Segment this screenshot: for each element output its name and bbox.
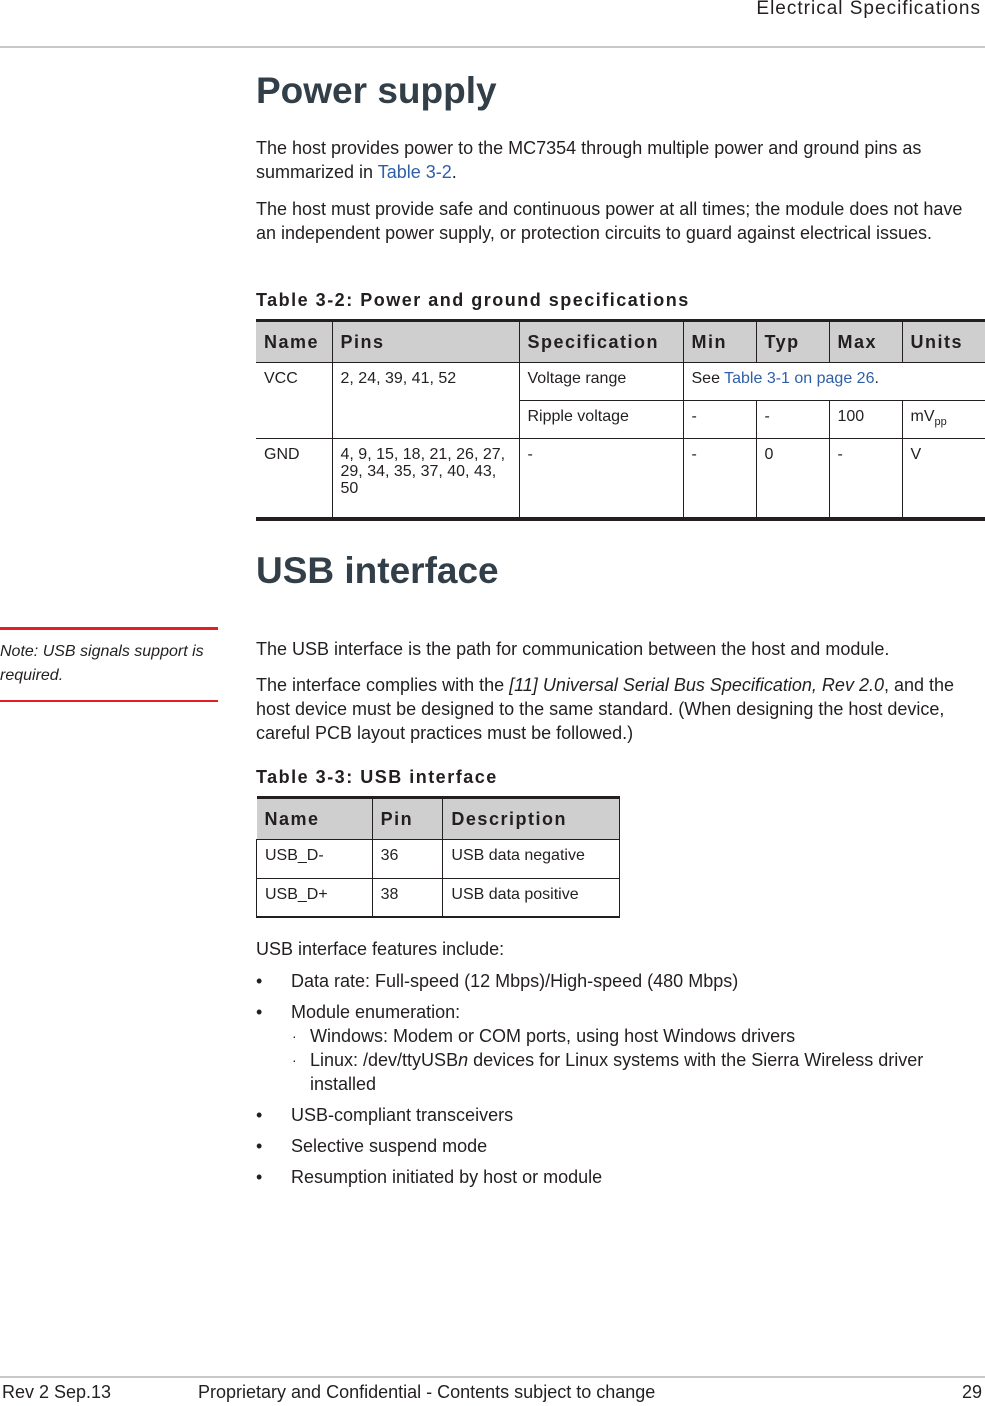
usb-spec-reference: [11] Universal Serial Bus Specification, Rev 2.0 [509,675,884,695]
table-3-3-caption: Table 3-3: USB interface [256,767,498,787]
table-3-2-caption: Table 3-2: Power and ground specifications [256,290,690,310]
sub-list-item [256,1048,980,1096]
table-header-row [256,321,985,363]
list-item [256,1165,980,1189]
column-header-description: Description [443,798,620,840]
bullet-icon: • [256,971,263,991]
cell-usb-description: USB data negative [443,840,620,879]
list-item-text: USB-compliant transceivers [291,1105,514,1125]
cell-gnd-spec: - [519,439,683,519]
list-item-text: Selective suspend mode [291,1136,488,1156]
table-3-1-link[interactable]: Table 3-1 on page 26 [724,370,875,387]
column-header-typ: Typ [756,321,829,363]
usb-paragraph-2 [256,673,980,745]
see-text: See [691,370,725,387]
cell-vcc-ripple-min: - [683,401,756,439]
cell-usb-description: USB data positive [443,879,620,917]
cell-vcc-spec-voltage: Voltage range [519,363,683,401]
header-divider [0,46,985,48]
cell-vcc-spec-ripple: Ripple voltage [519,401,683,439]
sub-bullet-icon: · [292,1052,297,1068]
section-heading-power-supply: Power supply [256,70,497,111]
units-text: mV [910,408,935,425]
column-header-max: Max [829,321,902,363]
usb-features-intro: USB interface features include: [256,939,505,959]
column-header-specification: Specification [519,321,683,363]
cell-vcc-name: VCC [256,363,332,439]
see-end: . [874,370,879,387]
units-subscript: pp [934,416,947,429]
usb-features-list [256,969,980,1189]
side-note-text: Note: USB signals support is required. [0,643,204,684]
list-item-text: Module enumeration: [291,1002,461,1022]
sub-list-item-text: Linux: /dev/ttyUSB [310,1050,459,1070]
side-note [0,627,218,702]
cell-usb-name: USB_D- [257,840,373,879]
cell-usb-pin: 36 [372,840,443,879]
table-row [257,840,620,879]
cell-vcc-pins: 2, 24, 39, 41, 52 [332,363,519,439]
bullet-icon: • [256,1002,263,1022]
power-p1-end: . [451,162,457,182]
column-header-name: Name [256,321,332,363]
power-p1-text: The host provides power to the MC7354 through multiple power and ground pins as summarized in [256,138,922,182]
bullet-icon: • [256,1105,263,1125]
table-3-2-link[interactable]: Table 3-2 [377,162,452,182]
sub-bullet-icon: · [292,1028,297,1044]
sub-list-item-text-end: devices for Linux systems with the Sierra Wireless driver installed [310,1050,924,1094]
cell-gnd-typ: 0 [756,439,829,519]
column-header-pin: Pin [372,798,443,840]
table-row-vcc-voltage [256,363,985,401]
cell-vcc-ripple-max: 100 [829,401,902,439]
page-number: 29 [961,1382,982,1402]
table-row [257,879,620,917]
cell-gnd-name: GND [256,439,332,519]
list-item [256,1134,980,1158]
section-heading-usb-interface: USB interface [256,550,499,591]
cell-gnd-pins: 4, 9, 15, 18, 21, 26, 27, 29, 34, 35, 37, 40, 43, 50 [332,439,519,519]
list-item [256,1103,980,1127]
table-row-gnd [256,439,985,519]
cell-gnd-max: - [829,439,902,519]
cell-vcc-ripple-units [902,401,985,439]
column-header-pins: Pins [332,321,519,363]
sub-list-item-italic: n [458,1050,469,1070]
power-paragraph-1 [256,136,980,184]
usb-p2-text: The interface complies with the [256,675,510,695]
cell-gnd-min: - [683,439,756,519]
list-item-text: Data rate: Full-speed (12 Mbps)/High-speed (480 Mbps) [291,971,739,991]
sub-list-item-text: Windows: Modem or COM ports, using host Windows drivers [310,1026,796,1046]
column-header-name: Name [257,798,373,840]
running-header: Electrical Specifications [756,0,981,19]
table-header-row [257,798,620,840]
usb-interface-table [256,796,620,918]
footer-divider [0,1376,985,1378]
list-item-text: Resumption initiated by host or module [291,1167,603,1187]
power-paragraph-2: The host must provide safe and continuous power at all times; the module does not have an independent power supply, or protection circuits to guard against electrical issues. [256,199,963,243]
footer-confidentiality: Proprietary and Confidential - Contents subject to change [198,1382,656,1402]
cell-usb-name: USB_D+ [257,879,373,917]
cell-gnd-units: V [902,439,985,519]
cell-vcc-see-reference [683,363,985,401]
footer-revision: Rev 2 Sep.13 [2,1382,112,1402]
power-ground-table [256,319,985,521]
column-header-units: Units [902,321,985,363]
usb-paragraph-1: The USB interface is the path for communication between the host and module. [256,639,890,659]
bullet-icon: • [256,1136,263,1156]
cell-vcc-ripple-typ: - [756,401,829,439]
column-header-min: Min [683,321,756,363]
list-item [256,969,980,993]
usb-p2-end: , and the host device must be designed to the same standard. (When designing the host device, careful PCB layout practices must be followed.) [256,675,955,743]
bullet-icon: • [256,1167,263,1187]
sub-list-item [256,1024,980,1048]
list-item [256,1000,980,1024]
cell-usb-pin: 38 [372,879,443,917]
